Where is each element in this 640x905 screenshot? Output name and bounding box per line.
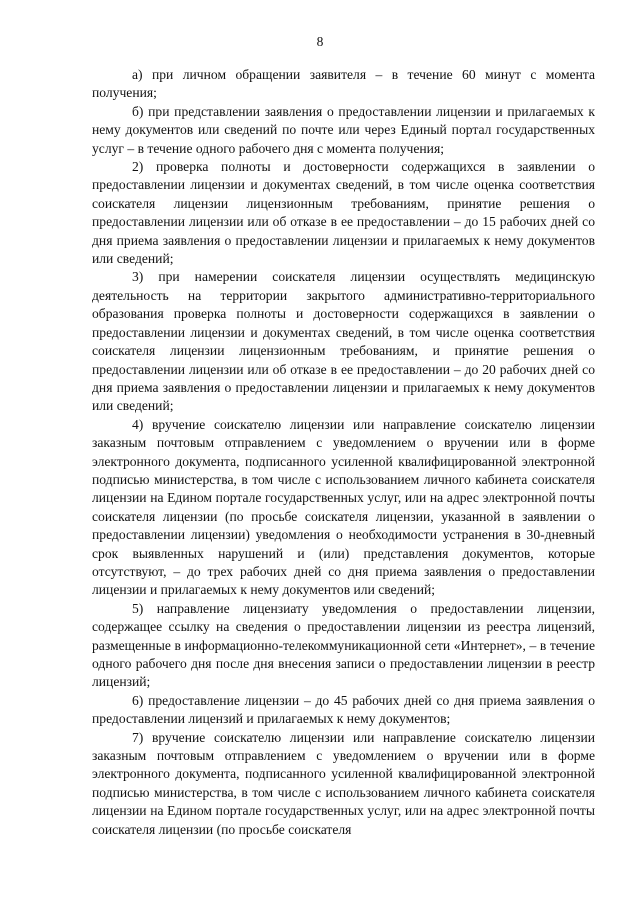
paragraph-item-6: 6) предоставление лицензии – до 45 рабочих дней со дня приема заявления о предоставлении лицензий и прилагаемых к нему документов; [92, 692, 595, 727]
paragraph-item-5: 5) направление лицензиату уведомления о предоставлении лицензии, содержащее ссылку на сведения о предоставлении лицензии из реестра лицензий, размещенные в информационно-телекоммуникационной сети «Интернет», – в течение одного рабочего дня после дня внесения записи о предоставлении лицензии в реестр лицензий; [92, 600, 595, 690]
document-body [92, 66, 595, 839]
paragraph-item-3: 3) при намерении соискателя лицензии осуществлять медицинскую деятельность на территории закрытого административно-территориального образования проверка полноты и достоверности содержащихся в заявлении о предоставлении лицензии и документах сведений, в том числе оценка соответствия соискателя лицензии лицензионным требованиям, и принятие решения о предоставлении лицензии или об отказе в ее предоставлении – до 20 рабочих дней со дня приема заявления о предоставлении лицензии и прилагаемых к нему документов или сведений; [92, 269, 595, 414]
paragraph-item-2: 2) проверка полноты и достоверности содержащихся в заявлении о предоставлении лицензии и документах сведений, в том числе оценка соответствия соискателя лицензии лицензионным требованиям, принятие решения о предоставлении лицензии или об отказе в ее предоставлении – до 15 рабочих дней со дня приема заявления о предоставлении лицензии и прилагаемых к нему документов или сведений; [92, 159, 595, 267]
paragraph-item-a: а) при личном обращении заявителя – в течение 60 минут с момента получения; [92, 67, 595, 101]
page-number: 8 [316, 34, 324, 49]
paragraph-item-4: 4) вручение соискателю лицензии или направление соискателю лицензии заказным почтовым отправлением с уведомлением о вручении или в форме электронного документа, подписанного усиленной квалифицированной электронной подписью министерства, в том числе с использованием личного кабинета соискателя лицензии на Едином портале государственных услуг, или на адрес электронной почты соискателя лицензии (по просьбе соискателя лицензии, указанной в заявлении о предоставлении лицензии) уведомления о необходимости устранения в 30-дневный срок выявленных нарушений и (или) представления документов, которые отсутствуют, – до трех рабочих дней со дня приема заявления о предоставлении лицензии и прилагаемых к нему документов или сведений; [92, 416, 595, 598]
paragraph-item-b: б) при представлении заявления о предоставлении лицензии и прилагаемых к нему документов или сведений по почте или через Единый портал государственных услуг – в течение одного рабочего дня с момента получения; [92, 103, 595, 156]
paragraph-item-7: 7) вручение соискателю лицензии или направление соискателю лицензии заказным почтовым отправлением с уведомлением о вручении или в форме электронного документа, подписанного усиленной квалифицированной электронной подписью министерства, в том числе с использованием личного кабинета соискателя лицензии на Едином портале государственных услуг, или на адрес электронной почты соискателя лицензии (по просьбе соискателя [92, 729, 595, 837]
